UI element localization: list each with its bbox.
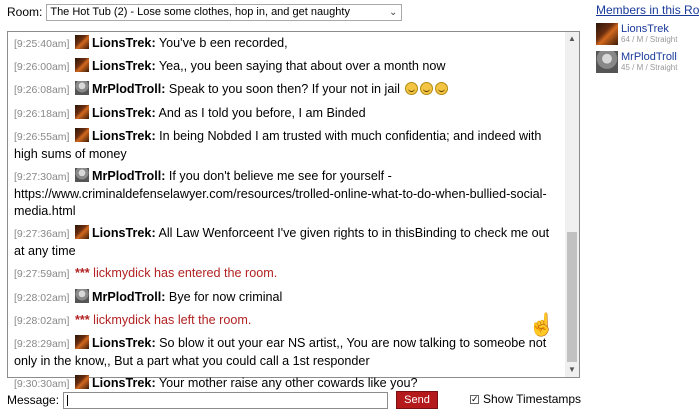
scroll-up-arrow-icon[interactable]: ▲ <box>568 34 576 43</box>
room-select-value: The Hot Tub (2) - Lose some clothes, hop in, and get naughty <box>50 6 350 18</box>
message-timestamp: [9:26:08am] <box>14 84 70 97</box>
chevron-down-icon: ⌄ <box>388 6 398 18</box>
user-avatar-icon[interactable] <box>75 335 89 349</box>
message-timestamp: [9:30:30am] <box>14 378 70 391</box>
chat-message <box>14 105 560 123</box>
message-timestamp: [9:28:29am] <box>14 337 70 350</box>
member-item[interactable] <box>596 51 697 73</box>
user-avatar-icon[interactable] <box>75 58 89 72</box>
scrollbar-thumb[interactable] <box>567 232 577 362</box>
member-info: 45 / M / Straight <box>621 63 678 72</box>
laughing-emoji-icon <box>420 82 433 95</box>
message-username[interactable]: LionsTrek: <box>91 376 156 391</box>
message-text: Your mother raise any other cowards like you? <box>155 376 418 391</box>
message-text: Speak to you soon then? If your not in jail <box>165 82 400 97</box>
laughing-emoji-icon <box>405 82 418 95</box>
member-item[interactable] <box>596 23 697 45</box>
message-username[interactable]: LionsTrek: <box>91 335 156 350</box>
user-avatar-icon[interactable] <box>75 35 89 49</box>
message-timestamp: [9:26:18am] <box>14 107 70 120</box>
message-username[interactable]: MrPlodTroll: <box>91 289 166 304</box>
room-select[interactable] <box>46 4 402 21</box>
chat-message <box>14 58 560 76</box>
message-timestamp: [9:28:02am] <box>14 291 70 304</box>
message-text: Bye for now criminal <box>165 289 283 304</box>
system-stars: *** <box>74 312 90 327</box>
system-stars: *** <box>74 266 90 281</box>
chat-message <box>14 225 560 260</box>
message-list <box>14 35 560 398</box>
room-label: Room: <box>7 5 43 19</box>
message-text: You've b een recorded, <box>155 36 288 50</box>
chat-message <box>14 289 560 307</box>
chat-message <box>14 128 560 163</box>
message-timestamp: [9:26:00am] <box>14 61 70 74</box>
message-bar <box>7 391 438 409</box>
user-avatar-icon[interactable] <box>75 81 89 95</box>
laughing-emoji-icon <box>435 82 448 95</box>
scroll-down-arrow-icon[interactable]: ▼ <box>568 365 576 374</box>
message-text: Yea,, you been saying that about over a month now <box>155 59 446 74</box>
system-message <box>14 265 560 283</box>
message-username[interactable]: LionsTrek: <box>91 226 156 241</box>
message-username[interactable]: MrPlodTroll: <box>91 168 166 183</box>
chat-message <box>14 335 560 370</box>
message-text: In being Nobded I am trusted with much confidentia; and indeed with high sums of money <box>14 128 542 161</box>
send-button[interactable]: Send <box>396 391 438 409</box>
text-caret <box>67 395 68 406</box>
system-message <box>14 312 560 330</box>
chat-log[interactable] <box>7 31 580 391</box>
message-username[interactable]: LionsTrek: <box>91 105 156 120</box>
user-avatar-icon[interactable] <box>75 289 89 303</box>
message-input[interactable] <box>63 392 388 409</box>
message-timestamp: [9:28:02am] <box>14 314 70 327</box>
timestamps-label: Show Timestamps <box>483 392 582 406</box>
message-text: So blow it out your ear NS artist,, You are now talking to someobe not only in the know,, But a part what you could call a 1st responder <box>14 335 547 368</box>
member-avatar[interactable] <box>596 23 618 45</box>
message-timestamp: [9:25:40am] <box>14 38 70 50</box>
chat-scrollbar[interactable] <box>565 32 579 377</box>
message-text: And as I told you before, I am Binded <box>155 105 366 120</box>
user-avatar-icon[interactable] <box>75 128 89 142</box>
message-username[interactable]: LionsTrek: <box>91 36 156 50</box>
user-avatar-icon[interactable] <box>75 105 89 119</box>
message-timestamp: [9:27:36am] <box>14 228 70 241</box>
room-selector-bar <box>7 3 402 21</box>
chat-message <box>14 81 560 99</box>
system-event-text: lickmydick has left the room. <box>89 312 252 327</box>
member-info: 64 / M / Straight <box>621 35 678 44</box>
chat-message <box>14 168 560 220</box>
user-avatar-icon[interactable] <box>75 225 89 239</box>
system-event-text: lickmydick has entered the room. <box>89 266 278 281</box>
message-label: Message: <box>7 393 60 407</box>
member-name[interactable]: LionsTrek <box>621 23 669 35</box>
members-title[interactable]: Members in this Ro <box>596 3 699 17</box>
show-timestamps-toggle[interactable] <box>470 392 581 406</box>
user-avatar-icon[interactable] <box>75 168 89 182</box>
members-panel <box>596 3 697 73</box>
chat-message <box>14 35 560 53</box>
user-avatar-icon[interactable] <box>75 375 89 389</box>
message-username[interactable]: MrPlodTroll: <box>91 82 166 97</box>
message-timestamp: [9:26:55am] <box>14 130 70 143</box>
message-text: If you don't believe me see for yourself - https://www.criminaldefenselawyer.com/resources/trolled-online-what-to-do-when-bullied-social-media.html <box>14 168 547 218</box>
member-avatar[interactable] <box>596 51 618 73</box>
hand-cursor-icon: ☝ <box>528 312 556 337</box>
message-timestamp: [9:27:59am] <box>14 268 70 281</box>
message-text: All Law Wenforceent I've given rights to in thisBinding to check me out at any time <box>14 226 550 259</box>
message-timestamp: [9:27:30am] <box>14 170 70 183</box>
member-name[interactable]: MrPlodTroll <box>621 51 677 63</box>
timestamps-checkbox[interactable]: ✓ <box>471 393 479 404</box>
message-username[interactable]: LionsTrek: <box>91 128 156 143</box>
message-username[interactable]: LionsTrek: <box>91 59 156 74</box>
